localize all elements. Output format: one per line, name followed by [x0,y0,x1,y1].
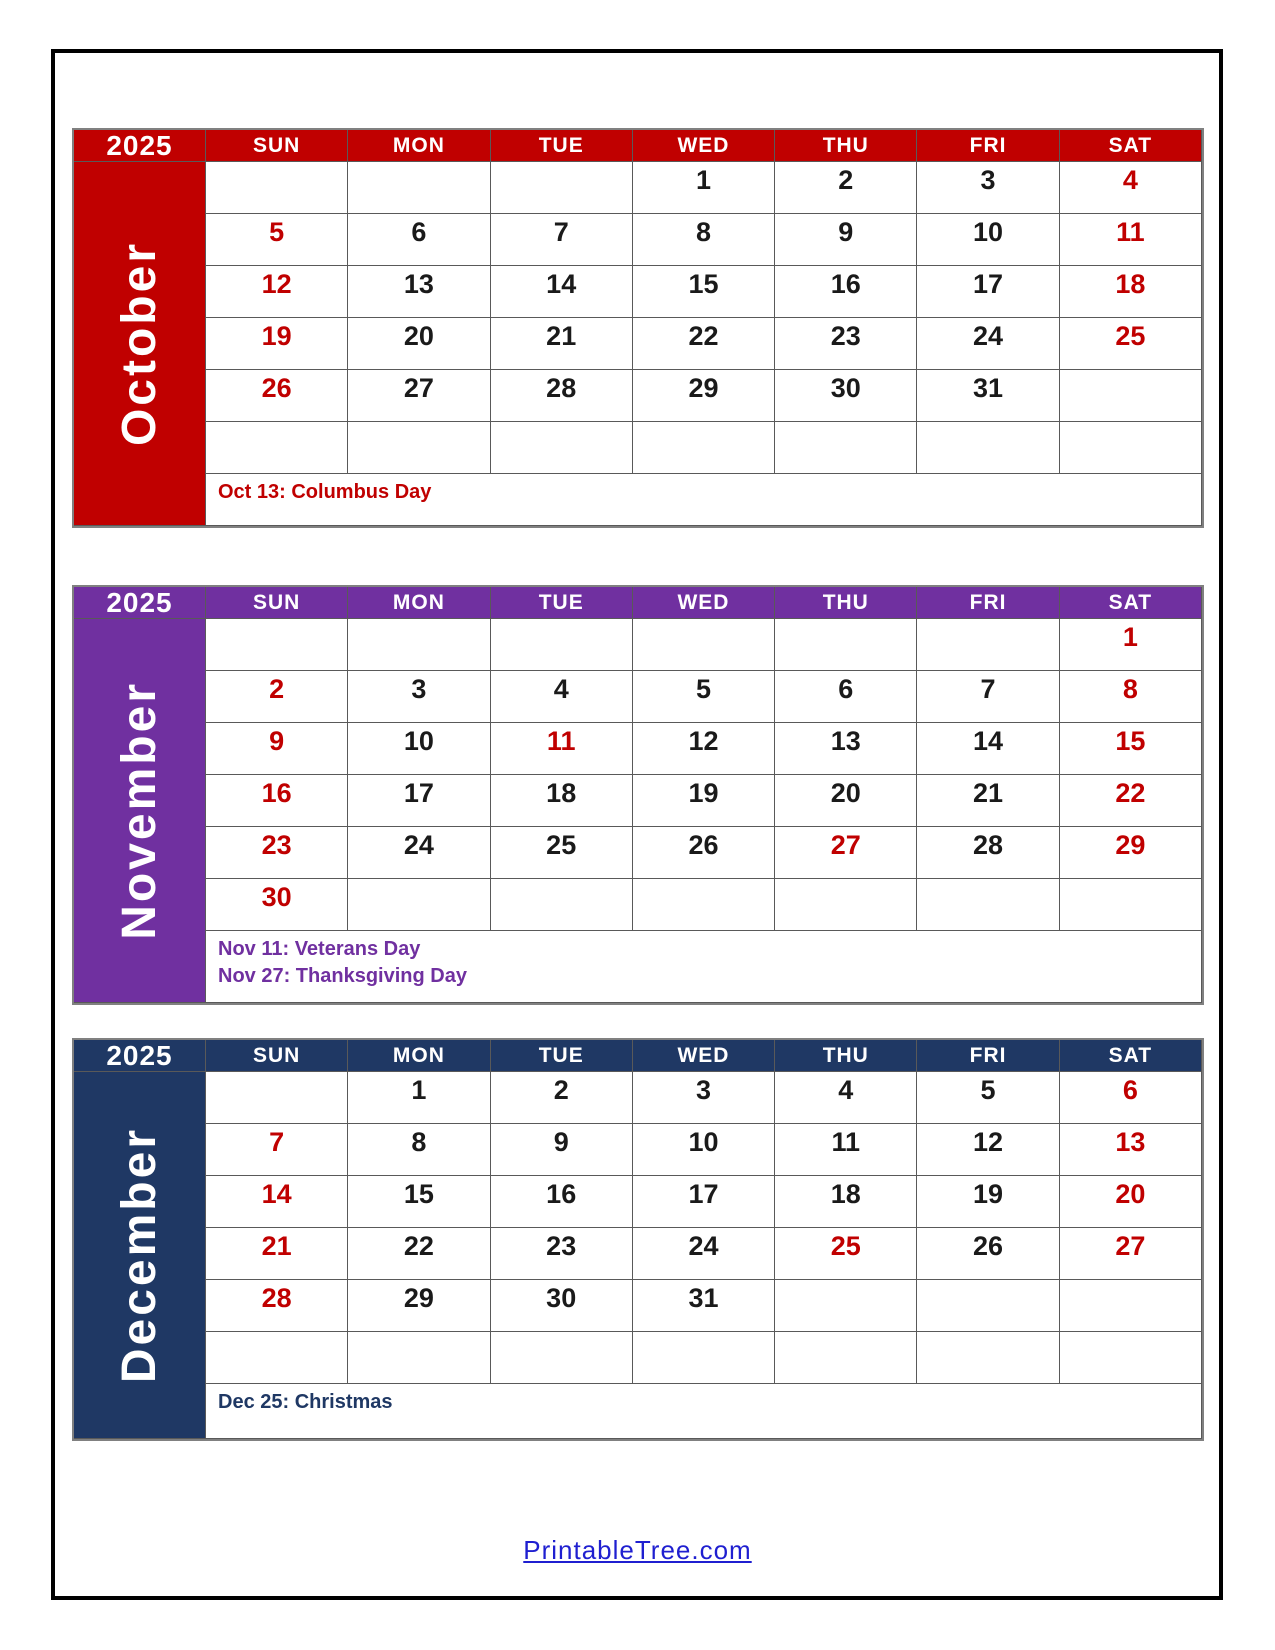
date-oct-21: 21 [491,318,633,370]
date-nov-30: 30 [206,879,348,931]
date-dec-6: 6 [1060,1072,1202,1124]
month-label-december [74,1072,206,1439]
calendar-november [72,585,1204,1005]
date-dec-2: 2 [491,1072,633,1124]
month-grid [72,1038,1204,1441]
month-name-vertical-text: December [113,1126,166,1384]
date-oct-31: 31 [917,370,1059,422]
empty-date-cell [775,619,917,671]
month-name-vertical-text: October [113,240,166,447]
date-dec-15: 15 [348,1176,490,1228]
date-dec-30: 30 [491,1280,633,1332]
calendar-december [72,1038,1204,1441]
date-dec-27: 27 [1060,1228,1202,1280]
date-dec-12: 12 [917,1124,1059,1176]
date-oct-19: 19 [206,318,348,370]
date-dec-21: 21 [206,1228,348,1280]
weekday-header-mon: MON [348,130,490,162]
weekday-header-thu: THU [775,130,917,162]
empty-date-cell [491,879,633,931]
date-dec-13: 13 [1060,1124,1202,1176]
empty-date-cell [491,422,633,474]
date-oct-12: 12 [206,266,348,318]
date-dec-1: 1 [348,1072,490,1124]
weekday-header-sun: SUN [206,130,348,162]
date-oct-27: 27 [348,370,490,422]
printabletree-link[interactable]: PrintableTree.com [523,1535,752,1565]
date-nov-18: 18 [491,775,633,827]
weekday-header-wed: WED [633,587,775,619]
date-dec-19: 19 [917,1176,1059,1228]
date-oct-22: 22 [633,318,775,370]
date-dec-10: 10 [633,1124,775,1176]
empty-date-cell [1060,1280,1202,1332]
date-nov-29: 29 [1060,827,1202,879]
empty-date-cell [775,1280,917,1332]
date-nov-26: 26 [633,827,775,879]
empty-date-cell [348,879,490,931]
date-nov-2: 2 [206,671,348,723]
empty-date-cell [491,162,633,214]
date-nov-3: 3 [348,671,490,723]
date-oct-15: 15 [633,266,775,318]
date-nov-12: 12 [633,723,775,775]
date-nov-25: 25 [491,827,633,879]
date-oct-24: 24 [917,318,1059,370]
date-dec-25: 25 [775,1228,917,1280]
holiday-notes-november [206,931,1202,1003]
holiday-note: Nov 27: Thanksgiving Day [218,965,467,987]
date-nov-1: 1 [1060,619,1202,671]
date-nov-16: 16 [206,775,348,827]
date-oct-16: 16 [775,266,917,318]
empty-date-cell [206,422,348,474]
weekday-header-sat: SAT [1060,587,1202,619]
date-oct-2: 2 [775,162,917,214]
empty-date-cell [1060,1332,1202,1384]
date-dec-23: 23 [491,1228,633,1280]
empty-date-cell [633,422,775,474]
date-dec-9: 9 [491,1124,633,1176]
empty-date-cell [348,1332,490,1384]
weekday-header-thu: THU [775,587,917,619]
date-oct-28: 28 [491,370,633,422]
weekday-header-thu: THU [775,1040,917,1072]
date-nov-28: 28 [917,827,1059,879]
date-nov-21: 21 [917,775,1059,827]
empty-date-cell [206,162,348,214]
date-dec-3: 3 [633,1072,775,1124]
empty-date-cell [917,1280,1059,1332]
weekday-header-wed: WED [633,130,775,162]
date-dec-7: 7 [206,1124,348,1176]
empty-date-cell [348,619,490,671]
date-dec-18: 18 [775,1176,917,1228]
weekday-header-mon: MON [348,1040,490,1072]
date-nov-13: 13 [775,723,917,775]
date-nov-7: 7 [917,671,1059,723]
date-nov-24: 24 [348,827,490,879]
empty-date-cell [206,619,348,671]
date-dec-16: 16 [491,1176,633,1228]
month-name-vertical-text: November [113,681,166,940]
year-label-november: 2025 [74,587,206,619]
date-nov-27: 27 [775,827,917,879]
date-dec-26: 26 [917,1228,1059,1280]
date-dec-14: 14 [206,1176,348,1228]
date-oct-5: 5 [206,214,348,266]
date-dec-20: 20 [1060,1176,1202,1228]
empty-date-cell [633,1332,775,1384]
date-dec-17: 17 [633,1176,775,1228]
empty-date-cell [917,879,1059,931]
holiday-notes-december [206,1384,1202,1439]
date-oct-4: 4 [1060,162,1202,214]
date-oct-3: 3 [917,162,1059,214]
holiday-note: Oct 13: Columbus Day [218,481,432,503]
weekday-header-tue: TUE [491,1040,633,1072]
date-oct-13: 13 [348,266,490,318]
date-nov-17: 17 [348,775,490,827]
empty-date-cell [1060,879,1202,931]
date-nov-9: 9 [206,723,348,775]
date-nov-11: 11 [491,723,633,775]
date-dec-31: 31 [633,1280,775,1332]
empty-date-cell [1060,370,1202,422]
empty-date-cell [348,162,490,214]
empty-date-cell [917,422,1059,474]
date-dec-29: 29 [348,1280,490,1332]
empty-date-cell [206,1332,348,1384]
empty-date-cell [917,1332,1059,1384]
date-dec-24: 24 [633,1228,775,1280]
date-nov-14: 14 [917,723,1059,775]
empty-date-cell [491,619,633,671]
month-label-october [74,162,206,526]
date-oct-18: 18 [1060,266,1202,318]
date-dec-22: 22 [348,1228,490,1280]
date-oct-7: 7 [491,214,633,266]
weekday-header-sun: SUN [206,1040,348,1072]
weekday-header-tue: TUE [491,587,633,619]
empty-date-cell [348,422,490,474]
empty-date-cell [775,422,917,474]
holiday-note: Dec 25: Christmas [218,1391,393,1413]
weekday-header-fri: FRI [917,1040,1059,1072]
holiday-notes-october [206,474,1202,526]
date-nov-23: 23 [206,827,348,879]
date-nov-10: 10 [348,723,490,775]
weekday-header-mon: MON [348,587,490,619]
date-dec-5: 5 [917,1072,1059,1124]
year-label-december: 2025 [74,1040,206,1072]
empty-date-cell [491,1332,633,1384]
date-oct-1: 1 [633,162,775,214]
empty-date-cell [917,619,1059,671]
empty-date-cell [1060,422,1202,474]
date-nov-5: 5 [633,671,775,723]
date-oct-14: 14 [491,266,633,318]
date-oct-29: 29 [633,370,775,422]
date-oct-23: 23 [775,318,917,370]
date-oct-20: 20 [348,318,490,370]
month-grid [72,585,1204,1005]
empty-date-cell [775,1332,917,1384]
date-oct-30: 30 [775,370,917,422]
weekday-header-fri: FRI [917,130,1059,162]
weekday-header-tue: TUE [491,130,633,162]
date-nov-19: 19 [633,775,775,827]
date-dec-8: 8 [348,1124,490,1176]
weekday-header-sun: SUN [206,587,348,619]
holiday-note: Nov 11: Veterans Day [218,938,421,960]
date-oct-26: 26 [206,370,348,422]
date-oct-17: 17 [917,266,1059,318]
month-grid [72,128,1204,528]
date-dec-4: 4 [775,1072,917,1124]
date-dec-28: 28 [206,1280,348,1332]
month-label-november [74,619,206,1003]
date-oct-6: 6 [348,214,490,266]
date-nov-6: 6 [775,671,917,723]
date-nov-4: 4 [491,671,633,723]
date-oct-10: 10 [917,214,1059,266]
date-oct-11: 11 [1060,214,1202,266]
weekday-header-wed: WED [633,1040,775,1072]
empty-date-cell [633,879,775,931]
date-oct-8: 8 [633,214,775,266]
date-nov-20: 20 [775,775,917,827]
empty-date-cell [775,879,917,931]
date-oct-25: 25 [1060,318,1202,370]
empty-date-cell [206,1072,348,1124]
date-nov-22: 22 [1060,775,1202,827]
date-oct-9: 9 [775,214,917,266]
date-nov-15: 15 [1060,723,1202,775]
empty-date-cell [633,619,775,671]
date-dec-11: 11 [775,1124,917,1176]
date-nov-8: 8 [1060,671,1202,723]
weekday-header-sat: SAT [1060,130,1202,162]
weekday-header-sat: SAT [1060,1040,1202,1072]
weekday-header-fri: FRI [917,587,1059,619]
year-label-october: 2025 [74,130,206,162]
calendar-october [72,128,1204,528]
